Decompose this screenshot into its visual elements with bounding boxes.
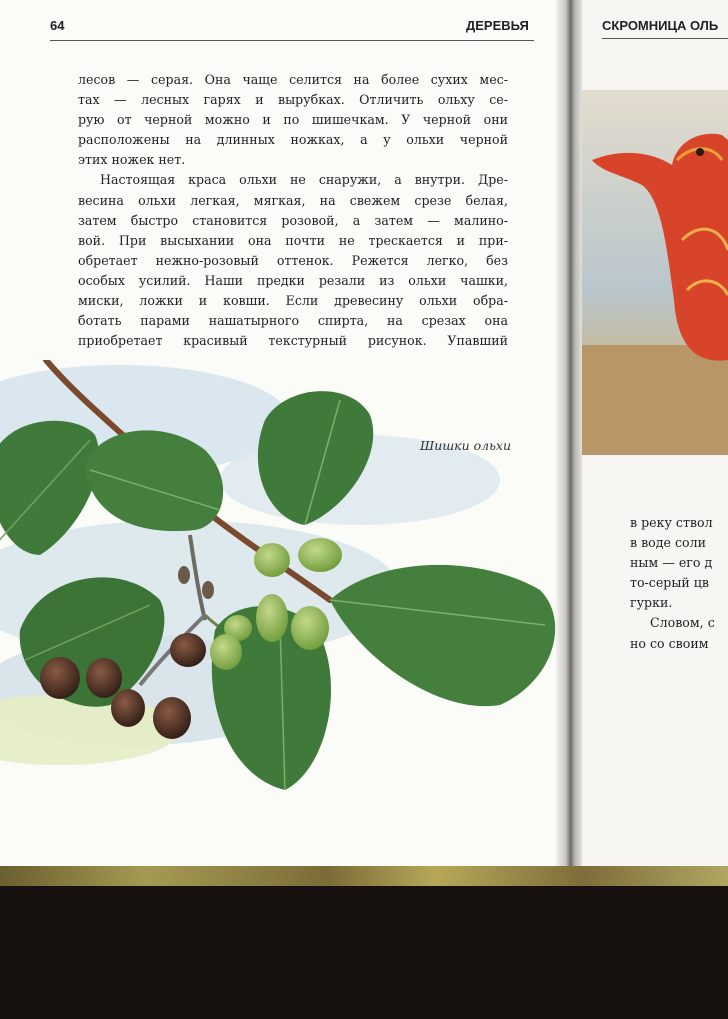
right-header-rule (602, 38, 728, 39)
text-line: особых усилий. Наши предки резали из ольхи чашки, (78, 272, 508, 288)
text-line: этих ножек нет. (78, 152, 186, 168)
right-text-line: в реку ствол (630, 515, 713, 530)
right-text-line: то-серый цв (630, 575, 709, 591)
right-page (582, 0, 728, 880)
text-line: приобретает красивый текстурный рисунок. Упавший (78, 333, 508, 349)
alder-branch-illustration (0, 360, 560, 790)
right-body-text (630, 513, 728, 654)
right-running-head: СКРОМНИЦА ОЛЬ (602, 18, 719, 33)
text-line: вой. При высыхании она почти не трескается и при- (78, 232, 508, 248)
page-number: 64 (50, 18, 65, 33)
right-text-line: но со своим (630, 635, 709, 651)
text-line: миски, ложки и ковши. Если древесину ольхи обра- (78, 293, 508, 309)
text-line: затем быстро становится розовой, а затем — малино- (78, 212, 508, 228)
right-text-line: Словом, с (650, 615, 715, 631)
text-line: рую от черной можно и по шишечкам. У черной они (78, 112, 508, 128)
book-gutter (556, 0, 584, 880)
book-bottom-edge (0, 866, 728, 888)
text-line: расположены на длинных ножках, а у ольхи черной (78, 132, 508, 148)
wooden-bird-toy-photo (582, 90, 728, 455)
text-line: тах — лесных гарях и вырубках. Отличить ольху се- (78, 92, 508, 108)
body-text (78, 70, 508, 351)
right-text-line: в воде соли (630, 535, 707, 551)
right-text-line: ным — его д (630, 555, 713, 571)
figure-caption: Шишки ольхи (420, 438, 512, 453)
text-line: обретает нежно-розовый оттенок. Режется легко, без (78, 252, 508, 268)
text-line: лесов — серая. Она чаще селится на более сухих мес- (78, 72, 508, 87)
text-line: ботать парами нашатырного спирта, на срезах она (78, 313, 508, 329)
running-head: ДЕРЕВЬЯ (466, 18, 529, 33)
header-rule (50, 40, 534, 41)
text-line: Настоящая краса ольхи не снаружи, а внутри. Дре- (100, 172, 508, 188)
scan-background (0, 886, 728, 1019)
right-text-line: гурки. (630, 595, 673, 611)
text-line: весина ольхи легкая, мягкая, на свежем срезе белая, (78, 192, 508, 208)
